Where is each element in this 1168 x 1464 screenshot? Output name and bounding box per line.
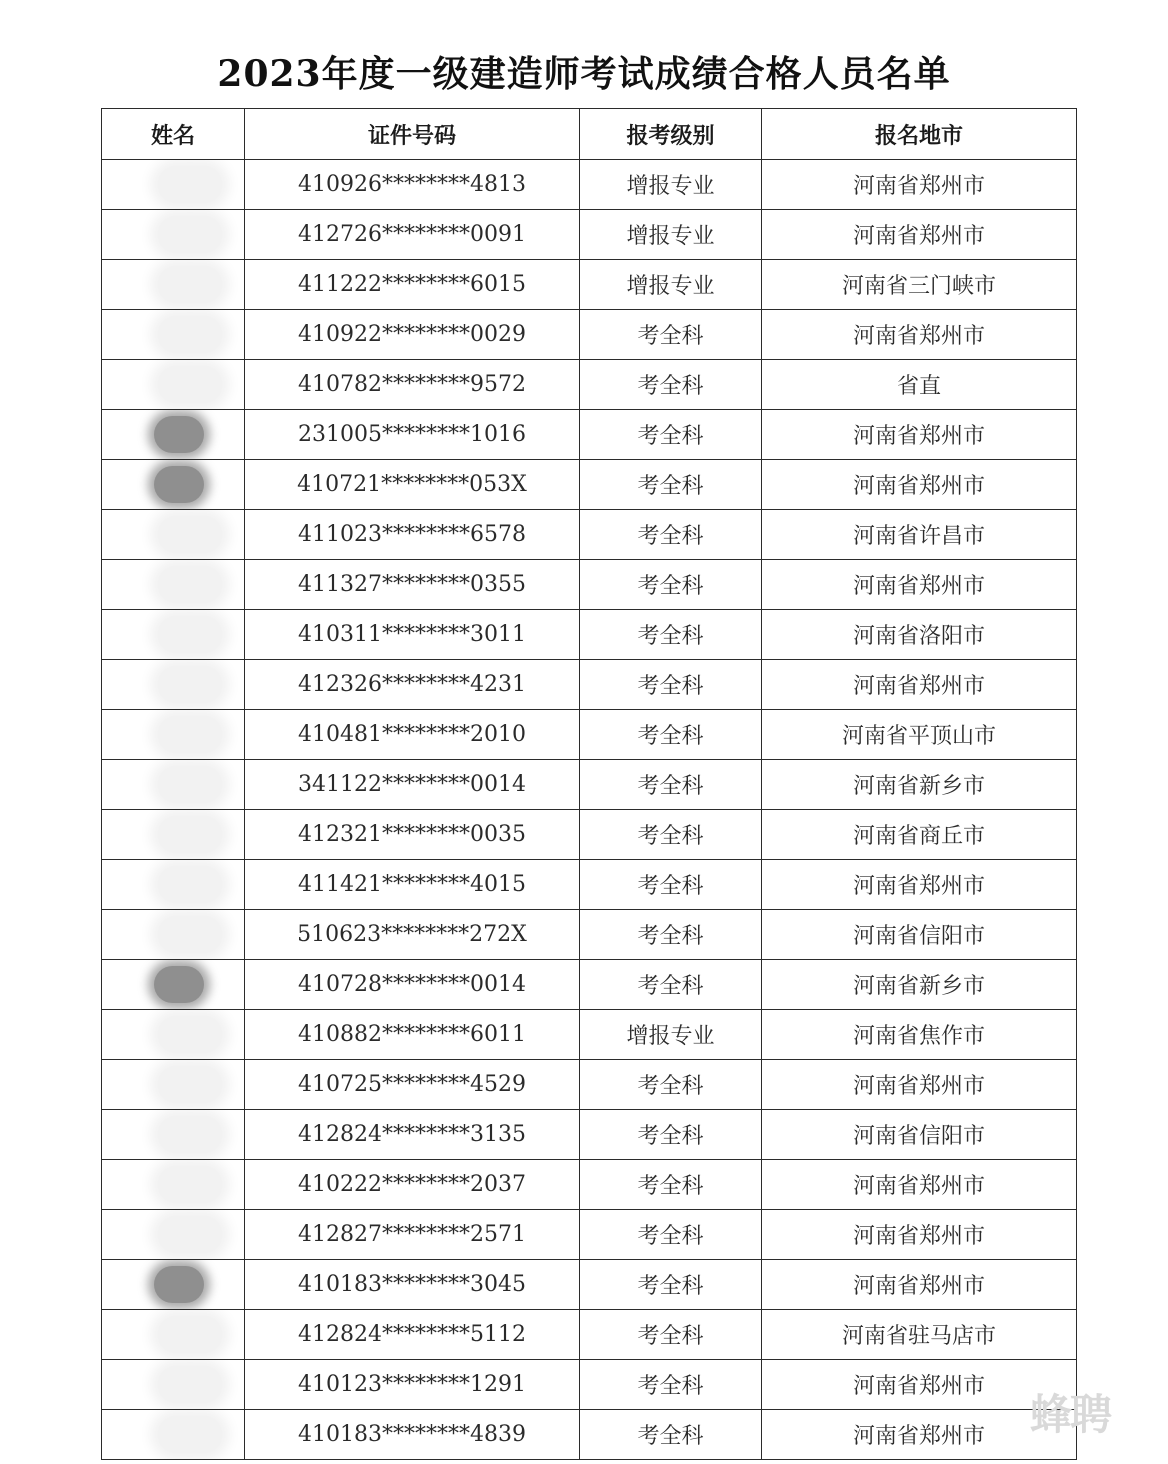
name-cell [102,960,245,1010]
exam-level-cell: 考全科 [580,460,762,510]
city-cell: 河南省郑州市 [762,160,1077,210]
table-row [102,1210,1077,1260]
redaction-blur [158,866,222,903]
name-cell [102,360,245,410]
city-cell: 河南省洛阳市 [762,610,1077,660]
table-row [102,210,1077,260]
column-header-id-number: 证件号码 [245,109,580,160]
name-cell [102,310,245,360]
table-row [102,360,1077,410]
id-number-cell: 410481********2010 [245,710,580,760]
city-cell: 河南省郑州市 [762,1210,1077,1260]
id-number-cell: 410728********0014 [245,960,580,1010]
table-row [102,410,1077,460]
table-row [102,910,1077,960]
name-cell [102,1310,245,1360]
city-cell: 河南省三门峡市 [762,260,1077,310]
exam-level-cell: 考全科 [580,710,762,760]
city-cell: 河南省郑州市 [762,410,1077,460]
id-number-cell: 412824********5112 [245,1310,580,1360]
city-cell: 河南省平顶山市 [762,710,1077,760]
table-row [102,1160,1077,1210]
name-cell [102,710,245,760]
exam-level-cell: 考全科 [580,910,762,960]
id-number-cell: 410922********0029 [245,310,580,360]
table-row [102,1110,1077,1160]
exam-level-cell: 考全科 [580,660,762,710]
name-cell [102,910,245,960]
redaction-blur [158,1366,222,1403]
redaction-blur [158,566,222,603]
id-number-cell: 412321********0035 [245,810,580,860]
city-cell: 河南省郑州市 [762,660,1077,710]
city-cell: 河南省郑州市 [762,1160,1077,1210]
table-row [102,810,1077,860]
city-cell: 河南省驻马店市 [762,1310,1077,1360]
id-number-cell: 411023********6578 [245,510,580,560]
exam-level-cell: 考全科 [580,1260,762,1310]
table-body [102,160,1077,1460]
table-row [102,760,1077,810]
exam-level-cell: 考全科 [580,1210,762,1260]
column-header-city: 报名地市 [762,109,1077,160]
id-number-cell: 410311********3011 [245,610,580,660]
exam-level-cell: 考全科 [580,310,762,360]
id-number-cell: 410222********2037 [245,1160,580,1210]
table-row [102,510,1077,560]
watermark-logo: 蜂聘 [1029,1390,1110,1439]
name-cell [102,760,245,810]
city-cell: 河南省信阳市 [762,1110,1077,1160]
redaction-blur [154,966,204,1003]
redaction-blur [158,1316,222,1353]
name-cell [102,260,245,310]
name-cell [102,560,245,610]
redaction-blur [158,1216,222,1253]
table-row [102,560,1077,610]
table-row [102,1060,1077,1110]
city-cell: 河南省许昌市 [762,510,1077,560]
city-cell: 河南省郑州市 [762,1360,1077,1410]
city-cell: 河南省郑州市 [762,460,1077,510]
table-row [102,460,1077,510]
exam-level-cell: 考全科 [580,1410,762,1460]
results-table [101,108,1077,1460]
exam-level-cell: 增报专业 [580,1010,762,1060]
id-number-cell: 412726********0091 [245,210,580,260]
id-number-cell: 410926********4813 [245,160,580,210]
column-header-exam-level: 报考级别 [580,109,762,160]
name-cell [102,1260,245,1310]
name-cell [102,460,245,510]
city-cell: 河南省郑州市 [762,1060,1077,1110]
exam-level-cell: 考全科 [580,410,762,460]
exam-level-cell: 考全科 [580,1160,762,1210]
id-number-cell: 412824********3135 [245,1110,580,1160]
city-cell: 河南省郑州市 [762,1260,1077,1310]
city-cell: 河南省郑州市 [762,310,1077,360]
redaction-blur [154,466,204,503]
table-row [102,960,1077,1010]
id-number-cell: 411327********0355 [245,560,580,610]
id-number-cell: 410725********4529 [245,1060,580,1110]
redaction-blur [158,816,222,853]
name-cell [102,610,245,660]
exam-level-cell: 考全科 [580,760,762,810]
exam-level-cell: 考全科 [580,810,762,860]
redaction-blur [158,1116,222,1153]
table-row [102,160,1077,210]
exam-level-cell: 考全科 [580,1060,762,1110]
id-number-cell: 410123********1291 [245,1360,580,1410]
redaction-blur [158,716,222,753]
id-number-cell: 411222********6015 [245,260,580,310]
name-cell [102,1160,245,1210]
id-number-cell: 410183********4839 [245,1410,580,1460]
table-row [102,1010,1077,1060]
document-title: 2023年度一级建造师考试成绩合格人员名单 [217,53,951,95]
id-number-cell: 411421********4015 [245,860,580,910]
redaction-blur [158,1016,222,1053]
exam-level-cell: 考全科 [580,1110,762,1160]
id-number-cell: 410721********053X [245,460,580,510]
city-cell: 河南省郑州市 [762,1410,1077,1460]
redaction-blur [154,416,204,453]
id-number-cell: 412827********2571 [245,1210,580,1260]
name-cell [102,510,245,560]
exam-level-cell: 考全科 [580,1310,762,1360]
city-cell: 河南省新乡市 [762,960,1077,1010]
redaction-blur [158,1066,222,1103]
table-row [102,1360,1077,1410]
id-number-cell: 341122********0014 [245,760,580,810]
name-cell [102,410,245,460]
redaction-blur [158,266,222,303]
table-row [102,660,1077,710]
name-cell [102,1210,245,1260]
redaction-blur [158,916,222,953]
redaction-blur [158,366,222,403]
table-row [102,1260,1077,1310]
redaction-blur [158,1166,222,1203]
city-cell: 河南省焦作市 [762,1010,1077,1060]
exam-level-cell: 增报专业 [580,160,762,210]
table-row [102,860,1077,910]
name-cell [102,210,245,260]
table-row [102,1310,1077,1360]
table-header-row [102,109,1077,160]
id-number-cell: 412326********4231 [245,660,580,710]
city-cell: 省直 [762,360,1077,410]
redaction-blur [158,516,222,553]
exam-level-cell: 考全科 [580,360,762,410]
city-cell: 河南省郑州市 [762,210,1077,260]
city-cell: 河南省新乡市 [762,760,1077,810]
city-cell: 河南省郑州市 [762,560,1077,610]
name-cell [102,160,245,210]
table-row [102,1410,1077,1460]
id-number-cell: 410183********3045 [245,1260,580,1310]
name-cell [102,860,245,910]
redaction-blur [158,616,222,653]
table-row [102,260,1077,310]
table-row [102,610,1077,660]
table-row [102,310,1077,360]
exam-level-cell: 增报专业 [580,210,762,260]
redaction-blur [158,166,222,203]
id-number-cell: 510623********272X [245,910,580,960]
city-cell: 河南省商丘市 [762,810,1077,860]
name-cell [102,810,245,860]
redaction-blur [158,766,222,803]
table-row [102,710,1077,760]
exam-level-cell: 考全科 [580,510,762,560]
exam-level-cell: 考全科 [580,1360,762,1410]
name-cell [102,1110,245,1160]
redaction-blur [158,216,222,253]
name-cell [102,660,245,710]
redaction-blur [158,316,222,353]
name-cell [102,1410,245,1460]
exam-level-cell: 增报专业 [580,260,762,310]
id-number-cell: 410882********6011 [245,1010,580,1060]
name-cell [102,1010,245,1060]
exam-level-cell: 考全科 [580,560,762,610]
redaction-blur [158,1416,222,1453]
id-number-cell: 410782********9572 [245,360,580,410]
exam-level-cell: 考全科 [580,610,762,660]
exam-level-cell: 考全科 [580,860,762,910]
city-cell: 河南省信阳市 [762,910,1077,960]
name-cell [102,1360,245,1410]
column-header-name: 姓名 [102,109,245,160]
redaction-blur [154,1266,204,1303]
redaction-blur [158,666,222,703]
id-number-cell: 231005********1016 [245,410,580,460]
exam-level-cell: 考全科 [580,960,762,1010]
name-cell [102,1060,245,1110]
city-cell: 河南省郑州市 [762,860,1077,910]
